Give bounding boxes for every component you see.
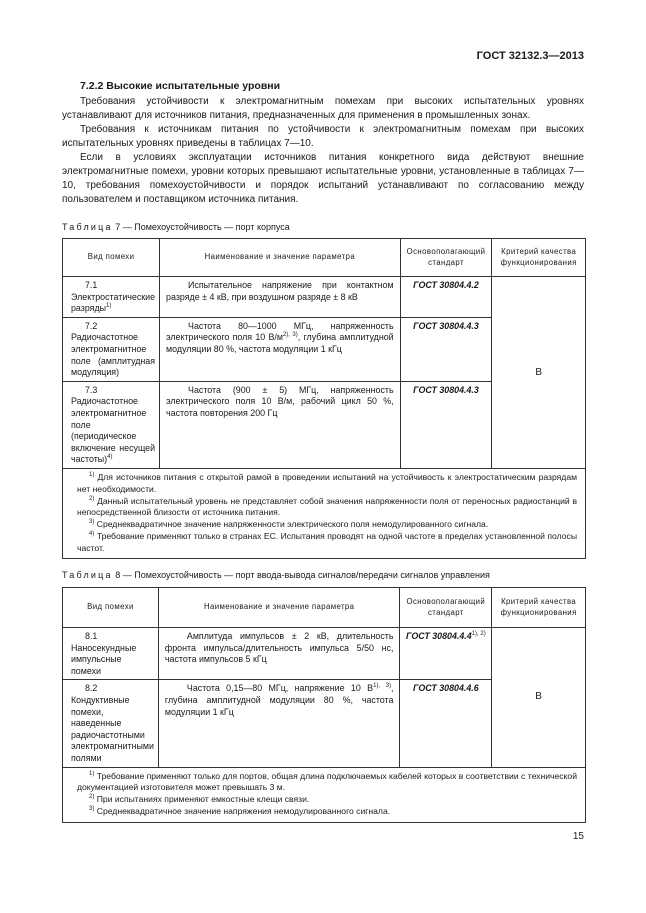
paragraph: Требования устойчивости к электромагнитным помехам при высоких испытательных уровнях устанавливают для источников питания, предназначенных для применения в промышленных зонах. [62, 96, 584, 121]
cell-type: 7.3 Радиочастотное электромагнитное поле (периодическое включение несущей частоты)$^{4)}$ [63, 381, 160, 468]
paragraph: Если в условиях эксплуатации источников питания конкретного вида действуют внешние электромагнитные помехи, уровни которых превышают испытательные уровни, установленные в таблицах 7—10, требования помехоустойчивости и порядок испытаний устанавливают по согласованию между пользователем и поставщиком источника питания. [62, 152, 584, 205]
table7-notes [63, 468, 586, 559]
note: $^{4)}$ Требование применяют только в странах ЕС. Испытания проводят на одной частоте в пределах установленной полосы частот. [77, 530, 578, 553]
note: $^{1)}$ Для источников питания с открытой рамой в проведении испытаний на устойчивость к электростатическим разрядам нет необходимости. [77, 471, 578, 494]
cell-param: Амплитуда импульсов ± 2 кВ, длительность фронта импульса/длительность импульса 5/50 нс, частота импульсов 5 кГц [158, 628, 400, 680]
cell-std: ГОСТ 30804.4.2 [400, 277, 492, 318]
cell-type: 8.2 Кондуктивные помехи, наведенные радиочастотными электромагнитными полями [63, 680, 159, 767]
note: $^{2)}$ При испытаниях применяют емкостные клещи связи. [89, 794, 310, 805]
note: $^{3)}$ Среднеквадратичное значение напряженности электрического поля немодулированного сигнала. [89, 519, 489, 530]
cell-std: ГОСТ 30804.4.6 [400, 680, 492, 767]
header-std: Основополагающий стандарт [400, 239, 492, 277]
table8-caption-text: 8 — Помехоустойчивость — порт ввода-вывода сигналов/передачи сигналов управления [115, 570, 490, 580]
table-notes-row [63, 767, 586, 822]
note: $^{1)}$ Требование применяют только для портов, общая длина подключаемых кабелей которых в соответствии с технической документацией изготовителя может превышать 3 м. [77, 770, 577, 793]
table-notes-row [63, 468, 586, 559]
header-type: Вид помехи [63, 588, 159, 628]
note: $^{2)}$ Данный испытательный уровень не представляет собой значения напряженности поля от переносных радиостанций в непосредственной близости от источника питания. [77, 495, 578, 518]
cell-std: ГОСТ 30804.4.3 [400, 317, 492, 381]
table-row [63, 277, 586, 318]
header-std: Основополагающий стандарт [400, 588, 492, 628]
table8-caption [62, 570, 584, 580]
table8-notes [63, 767, 586, 822]
header-crit: Критерий качества функционирования [492, 239, 586, 277]
table-header-row [63, 588, 586, 628]
cell-criterion: B [492, 628, 586, 768]
header-type: Вид помехи [63, 239, 160, 277]
cell-std: ГОСТ 30804.4.3 [400, 381, 492, 468]
cell-type: 7.1 Электростатические разряды$^{1)}$ [63, 277, 160, 318]
table7-caption [62, 222, 584, 232]
document-standard-header: ГОСТ 32132.3—2013 [476, 50, 584, 62]
table7 [62, 238, 586, 559]
table7-caption-text: 7 — Помехоустойчивость — порт корпуса [115, 222, 290, 232]
cell-criterion: B [492, 277, 586, 469]
section-title: 7.2.2 Высокие испытательные уровни [80, 80, 281, 92]
table8-caption-label: Таблица [62, 570, 113, 580]
cell-param: Частота (900 ± 5) МГц, напряженность электрического поля 10 В/м, рабочий цикл 50 %, частота повторения 200 Гц [160, 381, 401, 468]
paragraph: Требования к источникам питания по устойчивости к электромагнитным помехам при высоких испытательных уровнях приведены в таблицах 7—10. [62, 124, 584, 149]
cell-type: 8.1 Наносекундные импульсные помехи [63, 628, 159, 680]
table7-caption-label: Таблица [62, 222, 113, 232]
cell-std: ГОСТ $30804.4.4^{1), 2)}$ [400, 628, 492, 680]
header-crit: Критерий качества функционирования [492, 588, 586, 628]
table8 [62, 587, 586, 823]
cell-param: Испытательное напряжение при контактном разряде ± 4 кВ, при воздушном разряде ± 8 кВ [160, 277, 401, 318]
cell-type: 7.2 Радиочастотное электромагнитное поле (амплитудная модуляция) [63, 317, 160, 381]
table-row [63, 628, 586, 680]
cell-param: Частота 80—1000 МГц, напряженность электрического поля 10 $В/м^{2), 3)}$, глубина амплитудной модуляции 80 %, частота модуляции 1 кГц [160, 317, 401, 381]
note: $^{3)}$ Среднеквадратичное значение напряжения немодулированного сигнала. [89, 805, 391, 816]
section-body [62, 95, 584, 207]
table-header-row [63, 239, 586, 277]
header-param: Наименование и значение параметра [160, 239, 401, 277]
cell-param: Частота 0,15—80 МГц, напряжение 10 $В^{1), 3)}$, глубина амплитудной модуляции 80 %, частота модуляции 1 кГц [158, 680, 400, 767]
header-param: Наименование и значение параметра [158, 588, 400, 628]
page-number: 15 [572, 831, 584, 842]
